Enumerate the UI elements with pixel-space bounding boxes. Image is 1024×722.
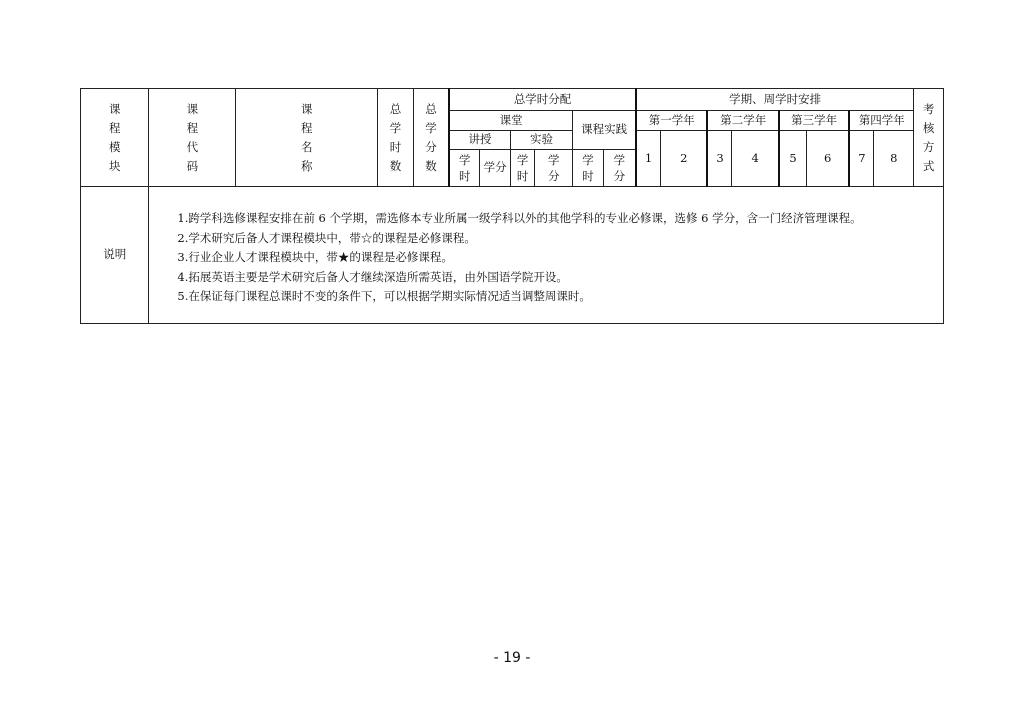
header-year-4: 第四学年: [849, 111, 913, 131]
header-semester-5: 5: [779, 131, 807, 187]
header-experiment-hours: 学 时: [510, 150, 535, 187]
header-year-3: 第三学年: [779, 111, 849, 131]
header-schedule: 学期、周学时安排: [636, 89, 914, 111]
header-semester-8: 8: [874, 131, 914, 187]
header-total-hours: 总 学 时 数: [378, 89, 414, 187]
header-hours-allocation: 总学时分配: [449, 89, 636, 111]
header-semester-7: 7: [849, 131, 874, 187]
note-item: 5.在保证每门课程总课时不变的条件下，可以根据学期实际情况适当调整周课时。: [177, 289, 591, 303]
header-code: 课 程 代 码: [149, 89, 236, 187]
header-practice-credits: 学 分: [603, 150, 636, 187]
header-module: 课 程 模 块: [81, 89, 149, 187]
header-practice-hours: 学 时: [573, 150, 604, 187]
notes-content: [149, 187, 944, 324]
header-total-credits: 总 学 分 数: [413, 89, 449, 187]
header-experiment-credits: 学 分: [535, 150, 573, 187]
curriculum-table: [80, 88, 944, 324]
note-item: 2.学术研究后备人才课程模块中，带☆的课程是必修课程。: [177, 230, 476, 245]
header-experiment: 实验: [510, 131, 572, 150]
header-semester-1: 1: [636, 131, 661, 187]
header-year-2: 第二学年: [707, 111, 778, 131]
notes-label: 说明: [81, 187, 149, 324]
header-lecture-hours: 学 时: [449, 150, 480, 187]
note-item: 4.拓展英语主要是学术研究后备人才继续深造所需英语，由外国语学院开设。: [177, 269, 568, 284]
header-semester-2: 2: [661, 131, 708, 187]
page-number: - 19 -: [493, 650, 531, 666]
note-item: 1.跨学科选修课程安排在前 6 个学期，需选修本专业所属一级学科以外的其他学科的专业必修课，选修 6 学分，含一门经济管理课程。: [177, 211, 862, 225]
header-lecture-credits: 学分: [480, 150, 511, 187]
note-item: 3.行业企业人才课程模块中，带★的课程是必修课程。: [177, 250, 453, 264]
header-semester-3: 3: [707, 131, 732, 187]
header-exam-method: 考 核 方 式: [914, 89, 944, 187]
header-semester-4: 4: [732, 131, 779, 187]
header-year-1: 第一学年: [636, 111, 707, 131]
header-classroom: 课堂: [449, 111, 573, 131]
header-semester-6: 6: [807, 131, 850, 187]
header-lecture: 讲授: [449, 131, 510, 150]
header-name: 课 程 名 称: [236, 89, 378, 187]
header-practice: 课程实践: [573, 111, 636, 150]
